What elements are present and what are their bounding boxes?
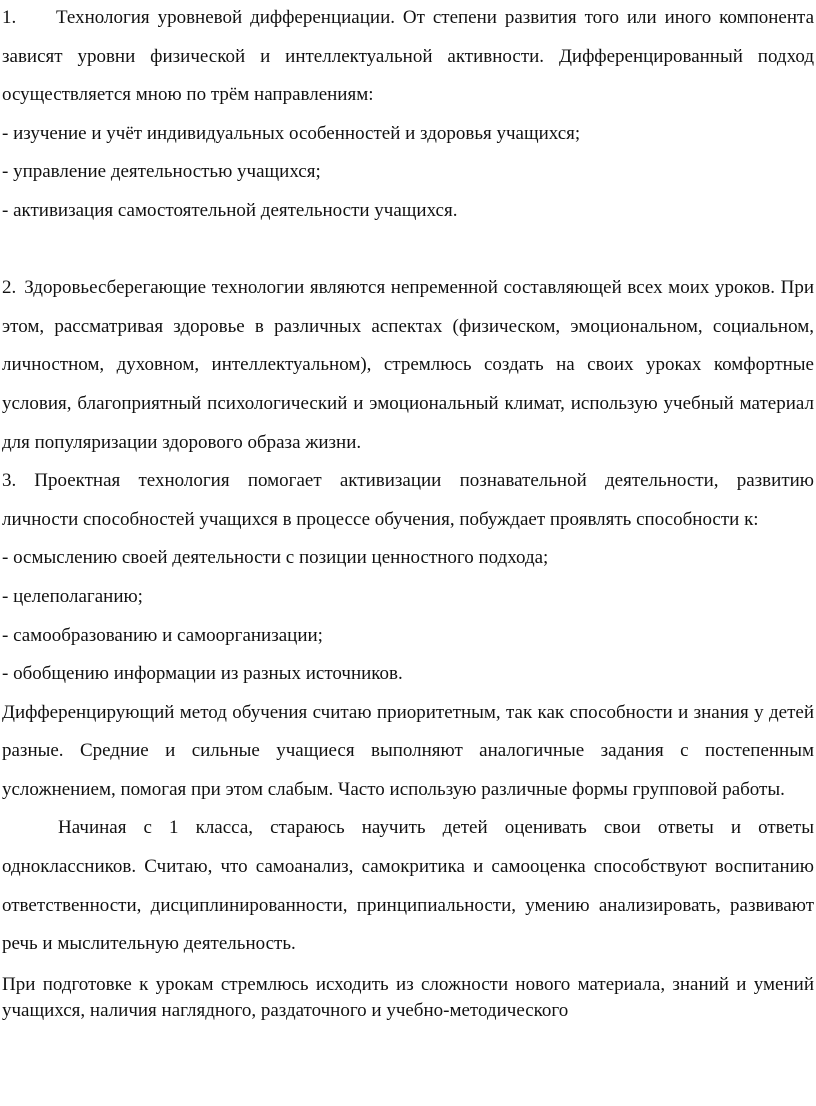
section-3-bullet-4: - обобщению информации из разных источников.	[2, 663, 403, 685]
section-1-bullet-1: - изучение и учёт индивидуальных особенностей и здоровья учащихся;	[2, 122, 581, 144]
section-1-text: Технология уровневой дифференциации. От степени развития того или иного компонента зависят уровни физической и интеллектуальной активности. Дифференцированный подход осуществляется мною по трём направлениям:	[2, 7, 814, 106]
section-3-text: Проектная технология помогает активизации познавательной деятельности, развитию личности способностей учащихся в процессе обучения, побуждает проявлять способности к:	[2, 470, 814, 530]
section-3-paragraph	[2, 462, 814, 539]
section-3-number: 3.	[2, 470, 17, 492]
blank-line	[2, 231, 814, 270]
section-2-text: Здоровьесберегающие технологии являются непременной составляющей всех моих уроков. При этом, рассматривая здоровье в различных аспектах (физическом, эмоциональном, социальном, личностном, духовном, интеллектуальном), стремлюсь создать на своих уроках комфортные условия, благоприятный психологический и эмоциональный климат, использую учебный материал для популяризации здорового образа жизни.	[2, 277, 814, 453]
section-1-number: 1.	[2, 7, 17, 28]
differentiation-paragraph: Дифференцирующий метод обучения считаю приоритетным, так как способности и знания у детей разные. Средние и сильные учащиеся выполняют аналогичные задания с постепенным усложнением, помогая при этом слабым. Часто использую различные формы групповой работы.	[2, 701, 814, 800]
section-3-bullet-3: - самообразованию и самоорганизации;	[2, 624, 323, 646]
section-2-paragraph	[2, 269, 814, 462]
lesson-prep-paragraph: При подготовке к урокам стремлюсь исходить из сложности нового материала, знаний и умений учащихся, наличия наглядного, раздаточного и учебно-методического	[2, 973, 814, 1021]
section-2-number: 2.	[2, 277, 17, 299]
section-3-bullet-2: - целеполаганию;	[2, 585, 143, 607]
section-1-bullet-3: - активизация самостоятельной деятельности учащихся.	[2, 199, 458, 221]
self-assessment-paragraph: Начиная с 1 класса, стараюсь научить детей оценивать свои ответы и ответы одноклассников. Считаю, что самоанализ, самокритика и самооценка способствуют воспитанию ответственности, дисциплинированности, принципиальности, умению анализировать, развивают речь и мыслительную деятельность.	[2, 817, 814, 955]
section-1-paragraph	[2, 0, 814, 115]
section-3-bullet-1: - осмыслению своей деятельности с позиции ценностного подхода;	[2, 547, 549, 569]
section-1-bullet-2: - управление деятельностью учащихся;	[2, 161, 321, 183]
